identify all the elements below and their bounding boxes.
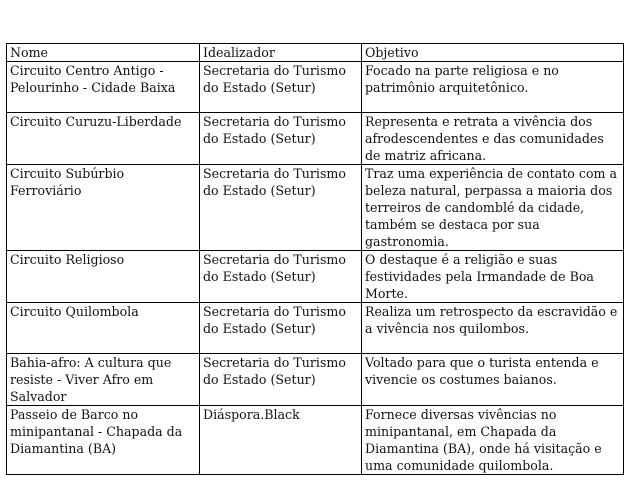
cell-nome: Circuito Subúrbio Ferroviário: [7, 165, 200, 251]
cell-idealizador: Diáspora.Black: [200, 406, 362, 475]
header-nome: Nome: [7, 44, 200, 62]
tourism-circuits-table: [6, 43, 624, 475]
cell-idealizador: Secretaria do Turismo do Estado (Setur): [200, 303, 362, 354]
cell-objetivo: Focado na parte religiosa e no patrimônio arquitetônico.: [362, 62, 624, 113]
header-objetivo: Objetivo: [362, 44, 624, 62]
table-row: [7, 406, 624, 475]
table-row: [7, 354, 624, 406]
cell-nome: Circuito Centro Antigo - Pelourinho - Cidade Baixa: [7, 62, 200, 113]
cell-idealizador: Secretaria do Turismo do Estado (Setur): [200, 354, 362, 406]
cell-objetivo: Realiza um retrospecto da escravidão e a vivência nos quilombos.: [362, 303, 624, 354]
cell-objetivo: Traz uma experiência de contato com a beleza natural, perpassa a maioria dos terreiros de candomblé da cidade, também se destaca por sua gastronomia.: [362, 165, 624, 251]
cell-objetivo: Voltado para que o turista entenda e vivencie os costumes baianos.: [362, 354, 624, 406]
table-row: [7, 251, 624, 303]
cell-idealizador: Secretaria do Turismo do Estado (Setur): [200, 251, 362, 303]
cell-idealizador: Secretaria do Turismo do Estado (Setur): [200, 113, 362, 165]
cell-nome: Circuito Curuzu-Liberdade: [7, 113, 200, 165]
cell-nome: Passeio de Barco no minipantanal - Chapada da Diamantina (BA): [7, 406, 200, 475]
table-header-row: [7, 44, 624, 62]
cell-idealizador: Secretaria do Turismo do Estado (Setur): [200, 165, 362, 251]
cell-nome: Circuito Religioso: [7, 251, 200, 303]
cell-objetivo: Fornece diversas vivências no minipantanal, em Chapada da Diamantina (BA), onde há visitação e uma comunidade quilombola.: [362, 406, 624, 475]
document-page: [6, 43, 624, 475]
cell-objetivo: Representa e retrata a vivência dos afrodescendentes e das comunidades de matriz africana.: [362, 113, 624, 165]
cell-nome: Bahia-afro: A cultura que resiste - Viver Afro em Salvador: [7, 354, 200, 406]
cell-idealizador: Secretaria do Turismo do Estado (Setur): [200, 62, 362, 113]
table-row: [7, 62, 624, 113]
table-row: [7, 113, 624, 165]
header-idealizador: Idealizador: [200, 44, 362, 62]
cell-nome: Circuito Quilombola: [7, 303, 200, 354]
table-row: [7, 303, 624, 354]
table-row: [7, 165, 624, 251]
cell-objetivo: O destaque é a religião e suas festividades pela Irmandade de Boa Morte.: [362, 251, 624, 303]
